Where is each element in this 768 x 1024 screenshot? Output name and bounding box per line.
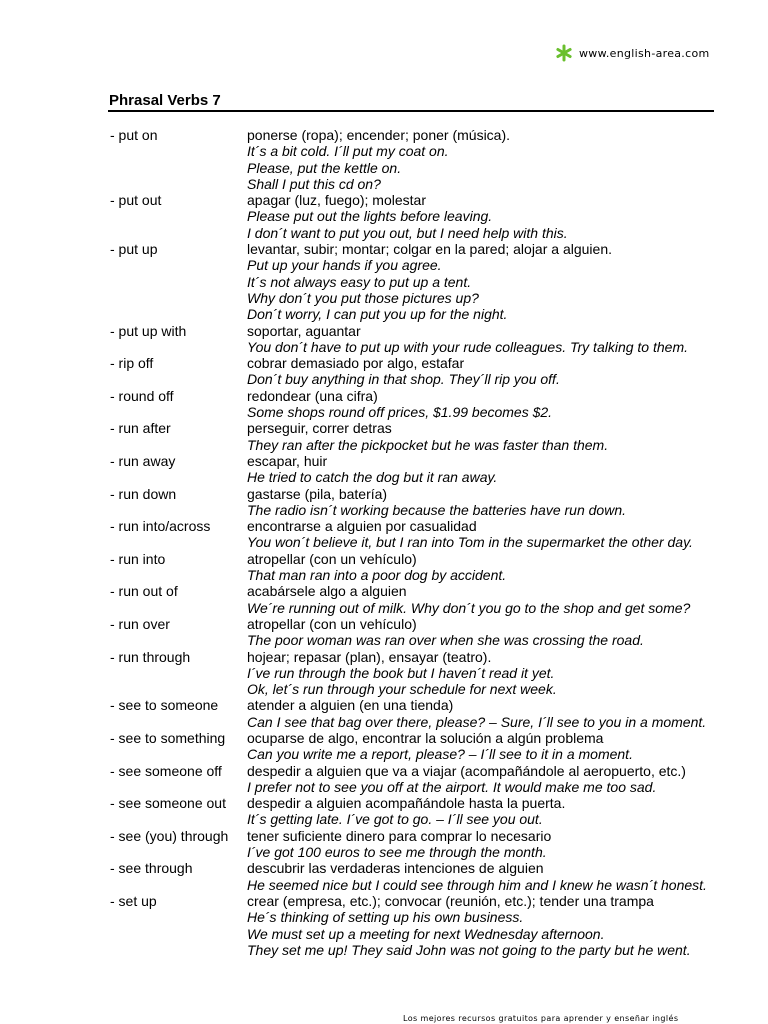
verb-entry [0, 518, 768, 551]
verb-term: - set up [110, 892, 157, 909]
example-sentence: He tried to catch the dog but it ran away. [247, 469, 498, 486]
example-sentence: We must set up a meeting for next Wednesday afternoon. [247, 925, 605, 942]
verb-term: - run into [110, 550, 166, 567]
example-sentence: Can I see that bag over there, please? – Sure, I´ll see to you in a moment. [247, 713, 707, 730]
verb-term: - see through [110, 860, 193, 877]
translation-line: hojear; repasar (plan), ensayar (teatro). [247, 648, 492, 665]
verb-definition [247, 860, 768, 893]
phrasal-verb-list [0, 127, 768, 958]
verb-definition [247, 241, 768, 322]
verb-definition [247, 583, 768, 616]
verb-entry [0, 388, 768, 421]
translation-line: acabársele algo a alguien [247, 583, 407, 600]
translation-line: ocuparse de algo, encontrar la solución a algún problema [247, 729, 604, 746]
verb-term: - run through [110, 648, 191, 665]
translation-line: atropellar (con un vehículo) [247, 550, 417, 567]
example-sentence: He´s thinking of setting up his own business. [247, 909, 524, 926]
example-sentence: I prefer not to see you off at the airport. It would make me too sad. [247, 778, 657, 795]
verb-term: - see someone off [110, 762, 222, 779]
page-title: Phrasal Verbs 7 [109, 92, 221, 109]
example-sentence: You won´t believe it, but I ran into Tom in the supermarket the other day. [247, 534, 693, 551]
example-sentence: The poor woman was ran over when she was crossing the road. [247, 632, 644, 649]
verb-entry [0, 420, 768, 453]
example-sentence: Put up your hands if you agree. [247, 257, 442, 274]
example-sentence: It´s not always easy to put up a tent. [247, 273, 472, 290]
translation-line: encontrarse a alguien por casualidad [247, 518, 477, 535]
translation-line: levantar, subir; montar; colgar en la pared; alojar a alguien. [247, 241, 612, 258]
asterisk-logo-icon [555, 44, 573, 62]
example-sentence: I don´t want to put you out, but I need help with this. [247, 224, 568, 241]
verb-definition [247, 828, 768, 861]
example-sentence: Don´t worry, I can put you up for the night. [247, 306, 508, 323]
example-sentence: That man ran into a poor dog by accident. [247, 567, 507, 584]
verb-definition [247, 730, 768, 763]
verb-definition [247, 355, 768, 388]
example-sentence: Don´t buy anything in that shop. They´ll rip you off. [247, 371, 560, 388]
verb-entry [0, 649, 768, 698]
verb-term: - put up with [110, 322, 187, 339]
translation-line: apagar (luz, fuego); molestar [247, 192, 426, 209]
example-sentence: You don´t have to put up with your rude colleagues. Try talking to them. [247, 338, 688, 355]
verb-entry [0, 860, 768, 893]
example-sentence: Some shops round off prices, $1.99 becomes $2. [247, 404, 553, 421]
verb-entry [0, 616, 768, 649]
verb-term: - see (you) through [110, 827, 229, 844]
verb-term: - run after [110, 420, 171, 437]
verb-term: - run over [110, 615, 170, 632]
verb-term: - run down [110, 485, 177, 502]
verb-definition [247, 420, 768, 453]
footer-text: Los mejores recursos gratuitos para aprender y enseñar inglés [403, 1014, 679, 1023]
example-sentence: Why don´t you put those pictures up? [247, 289, 479, 306]
verb-entry [0, 551, 768, 584]
verb-entry [0, 730, 768, 763]
verb-entry [0, 583, 768, 616]
translation-line: despedir a alguien acompañándole hasta la puerta. [247, 795, 566, 812]
example-sentence: Can you write me a report, please? – I´ll see to it in a moment. [247, 746, 633, 763]
verb-term: - see someone out [110, 795, 226, 812]
translation-line: ponerse (ropa); encender; poner (música). [247, 127, 511, 143]
verb-definition [247, 388, 768, 421]
site-header [555, 44, 710, 62]
verb-entry [0, 486, 768, 519]
translation-line: escapar, huir [247, 452, 328, 469]
verb-definition [247, 763, 768, 796]
verb-term: - run out of [110, 583, 178, 600]
example-sentence: Please, put the kettle on. [247, 159, 402, 176]
verb-definition [247, 518, 768, 551]
example-sentence: Shall I put this cd on? [247, 175, 381, 192]
verb-entry [0, 697, 768, 730]
verb-entry [0, 323, 768, 356]
verb-definition [247, 649, 768, 698]
verb-definition [247, 192, 768, 241]
example-sentence: They ran after the pickpocket but he was faster than them. [247, 436, 609, 453]
verb-definition [247, 551, 768, 584]
verb-term: - see to someone [110, 697, 219, 714]
verb-definition [247, 453, 768, 486]
verb-entry [0, 763, 768, 796]
site-url[interactable]: www.english-area.com [579, 46, 710, 60]
translation-line: cobrar demasiado por algo, estafar [247, 355, 465, 372]
verb-definition [247, 893, 768, 958]
translation-line: despedir a alguien que va a viajar (acompañándole al aeropuerto, etc.) [247, 762, 686, 779]
verb-entry [0, 453, 768, 486]
verb-entry [0, 893, 768, 958]
translation-line: soportar, aguantar [247, 322, 361, 339]
verb-term: - put out [110, 192, 162, 209]
example-sentence: I´ve got 100 euros to see me through the month. [247, 844, 547, 861]
title-divider [108, 110, 714, 112]
translation-line: crear (empresa, etc.); convocar (reunión, etc.); tender una trampa [247, 892, 654, 909]
example-sentence: I´ve run through the book but I haven´t read it yet. [247, 664, 555, 681]
verb-entry [0, 127, 768, 192]
verb-term: - round off [110, 387, 174, 404]
verb-entry [0, 241, 768, 322]
example-sentence: It´s a bit cold. I´ll put my coat on. [247, 143, 449, 160]
verb-term: - rip off [110, 355, 154, 372]
example-sentence: They set me up! They said John was not going to the party but he went. [247, 941, 691, 958]
verb-definition [247, 323, 768, 356]
translation-line: descubrir las verdaderas intenciones de alguien [247, 860, 544, 877]
verb-entry [0, 828, 768, 861]
verb-term: - see to something [110, 729, 226, 746]
verb-definition [247, 697, 768, 730]
translation-line: gastarse (pila, batería) [247, 485, 388, 502]
verb-definition [247, 127, 768, 192]
verb-term: - put on [110, 127, 158, 143]
translation-line: tener suficiente dinero para comprar lo necesario [247, 827, 552, 844]
verb-term: - put up [110, 241, 158, 258]
translation-line: redondear (una cifra) [247, 387, 378, 404]
verb-definition [247, 616, 768, 649]
example-sentence: Ok, let´s run through your schedule for next week. [247, 681, 557, 698]
verb-entry [0, 795, 768, 828]
verb-entry [0, 192, 768, 241]
verb-entry [0, 355, 768, 388]
translation-line: atender a alguien (en una tienda) [247, 697, 454, 714]
translation-line: atropellar (con un vehículo) [247, 615, 417, 632]
example-sentence: The radio isn´t working because the batteries have run down. [247, 501, 626, 518]
example-sentence: Please put out the lights before leaving. [247, 208, 493, 225]
verb-term: - run into/across [110, 518, 211, 535]
translation-line: perseguir, correr detras [247, 420, 392, 437]
verb-definition [247, 486, 768, 519]
example-sentence: It´s getting late. I´ve got to go. – I´ll see you out. [247, 811, 543, 828]
example-sentence: We´re running out of milk. Why don´t you go to the shop and get some? [247, 599, 691, 616]
verb-definition [247, 795, 768, 828]
verb-term: - run away [110, 452, 176, 469]
example-sentence: He seemed nice but I could see through him and I knew he wasn´t honest. [247, 876, 707, 893]
